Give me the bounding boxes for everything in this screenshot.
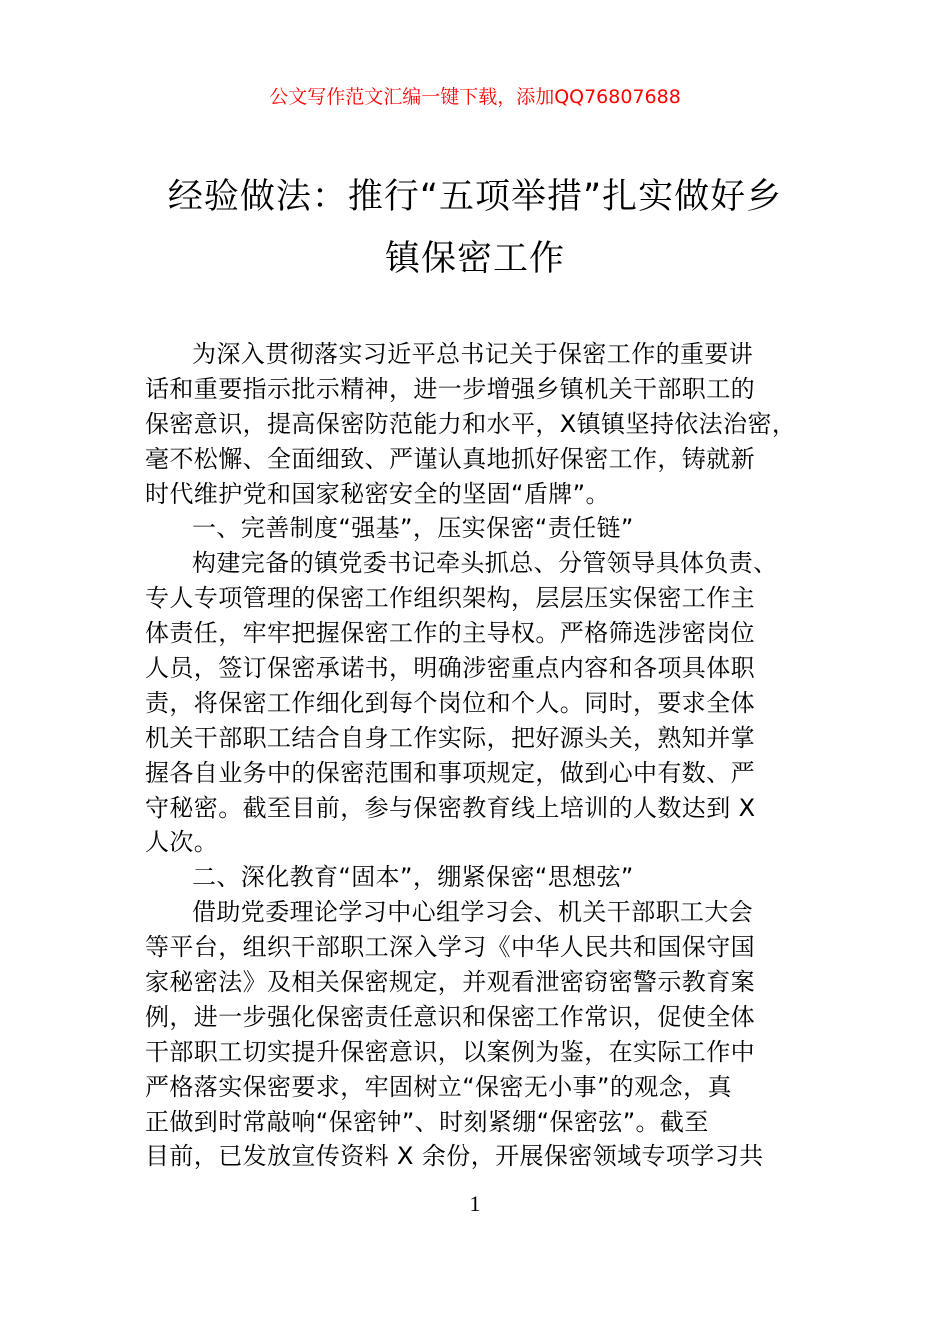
paragraph-intro-line: 时代维护党和国家秘密安全的坚固“盾牌”。 (145, 479, 610, 508)
title-line-1: 经验做法：推行“五项举措”扎实做好乡 (167, 177, 783, 217)
paragraph-section1-line: 机关干部职工结合自身工作实际，把好源头关，熟知并掌 (145, 723, 755, 752)
section-heading-1: 一、完善制度“强基”，压实保密“责任链” (192, 514, 634, 543)
paragraph-intro-line: 为深入贯彻落实习近平总书记关于保密工作的重要讲 (192, 340, 754, 368)
section-heading-2: 二、深化教育“固本”，绷紧保密“思想弦” (192, 863, 634, 892)
paragraph-section2-line: 目前，已发放宣传资料 X 余份，开展保密领域专项学习共 (145, 1142, 764, 1171)
page-number: 1 (469, 1191, 481, 1216)
paragraph-section2-line: 等平台，组织干部职工深入学习《中华人民共和国保守国 (145, 933, 755, 962)
title-line-2: 镇保密工作 (384, 239, 565, 279)
paragraph-section1-line: 体责任，牢牢把握保密工作的主导权。严格筛选涉密岗位 (145, 619, 755, 648)
paragraph-section1-line: 构建完备的镇党委书记牵头抓总、分管领导具体负责、 (192, 549, 778, 578)
paragraph-section1-line: 责，将保密工作细化到每个岗位和个人。同时，要求全体 (145, 688, 755, 717)
paragraph-section1-line: 专人专项管理的保密工作组织架构，层层压实保密工作主 (145, 584, 755, 613)
paragraph-section2-line: 正做到时常敲响“保密钟”、时刻紧绷“保密弦”。截至 (145, 1107, 709, 1136)
paragraph-section2-line: 家秘密法》及相关保密规定，并观看泄密窃密警示教育案 (145, 968, 755, 997)
paragraph-intro-line: 毫不松懈、全面细致、严谨认真地抓好保密工作，铸就新 (145, 444, 755, 473)
paragraph-section1-line: 人员，签订保密承诺书，明确涉密重点内容和各项具体职 (145, 654, 755, 683)
paragraph-section2-line: 干部职工切实提升保密意识，以案例为鉴，在实际工作中 (145, 1037, 755, 1066)
paragraph-section1-line: 握各自业务中的保密范围和事项规定，做到心中有数、严 (145, 758, 755, 787)
document-body (145, 337, 830, 1174)
paragraph-intro-line: 保密意识，提高保密防范能力和水平，X镇镇坚持依法治密， (145, 409, 797, 438)
paragraph-section1-line: 守秘密。截至目前，参与保密教育线上培训的人数达到 X (145, 793, 756, 822)
paragraph-section2-line: 严格落实保密要求，牢固树立“保密无小事”的观念，真 (145, 1072, 732, 1101)
download-notice: 公文写作范文汇编一键下载，添加QQ76807688 (269, 86, 681, 108)
paragraph-section2-line: 例，进一步强化保密责任意识和保密工作常识，促使全体 (145, 1002, 755, 1031)
paragraph-section2-line: 借助党委理论学习中心组学习会、机关干部职工大会 (192, 898, 754, 927)
paragraph-intro-line: 话和重要指示批示精神，进一步增强乡镇机关干部职工的 (145, 374, 755, 403)
paragraph-section1-line: 人次。 (145, 828, 219, 857)
document-title (100, 166, 850, 290)
